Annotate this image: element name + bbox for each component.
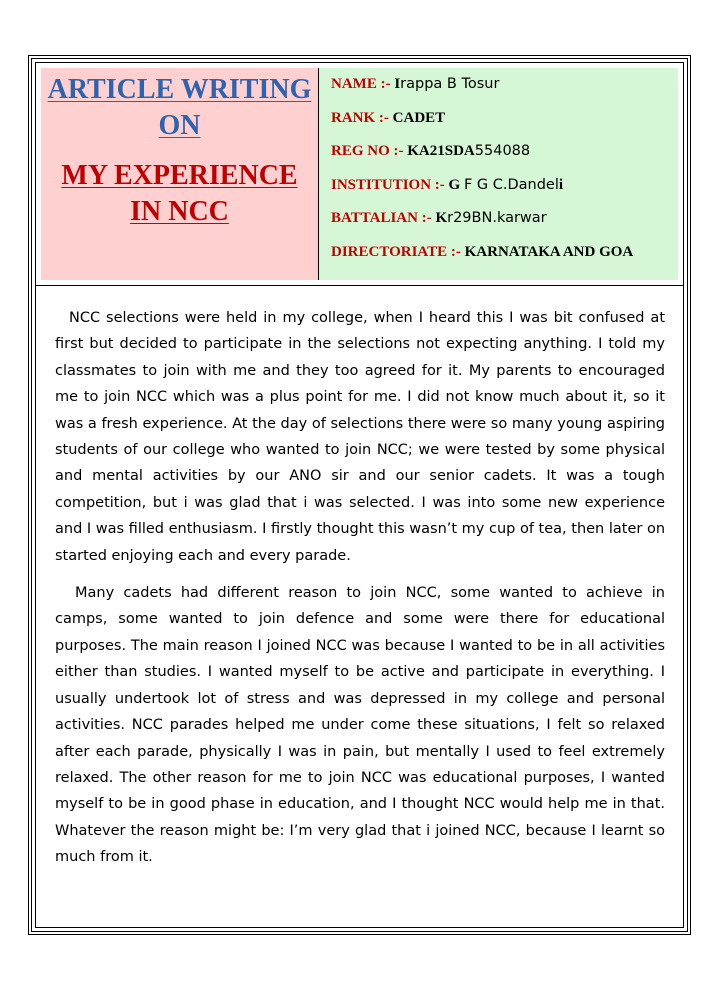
header-section (36, 63, 683, 286)
detail-name-initial: I (394, 76, 401, 92)
detail-battalion (331, 210, 678, 244)
detail-reg-no-prefix: KA21SDA (407, 143, 475, 160)
detail-institution-suffix: i (558, 176, 564, 193)
detail-name-value: rappa B Tosur (400, 76, 500, 92)
title-line-1: ARTICLE WRITING (47, 74, 312, 105)
cadet-details-box (319, 68, 678, 280)
detail-institution-value: F G C.Dandel (463, 176, 559, 193)
detail-reg-no-number: 554088 (474, 143, 531, 160)
detail-institution (331, 177, 678, 211)
title-box (41, 68, 319, 280)
detail-rank-label: RANK :- (331, 109, 389, 126)
title-line-2: ON (158, 110, 201, 141)
detail-directorate-label: DIRECTORIATE :- (331, 243, 461, 260)
detail-reg-no-label: REG NO :- (331, 143, 404, 160)
article-body (55, 305, 665, 882)
detail-directorate-value: KARNATAKA AND GOA (464, 243, 634, 260)
detail-reg-no (331, 143, 678, 177)
detail-institution-initial: G (448, 176, 461, 193)
detail-directorate (331, 244, 678, 278)
title-line-3: MY EXPERIENCE (61, 160, 298, 191)
paragraph-1: NCC selections were held in my college, when I heard this I was bit confused at first but decided to participate in the selections not expecting anything. I told my classmates to join with me and they too agreed for it. My parents to encouraged me to join NCC which was a plus point for me. I did not know much about it, so it was a fresh experience. At the day of selections there were so many young aspiring students of our college who wanted to join NCC; we were tested by some physical and mental activities by our ANO sir and our senior cadets. It was a tough competition, but i was glad that i was selected. I was into some new experience and I was filled enthusiasm. I firstly thought this wasn’t my cup of tea, then later on started enjoying each and every parade. (55, 310, 666, 564)
detail-rank-value: CADET (392, 109, 446, 126)
detail-battalion-initial: K (435, 210, 448, 227)
title-line-4: IN NCC (130, 196, 229, 227)
detail-name (331, 76, 678, 110)
detail-rank (331, 110, 678, 144)
paragraph-2: Many cadets had different reason to join NCC, some wanted to achieve in camps, some wanted to join defence and some were there for educational purposes. The main reason I joined NCC was because I wanted to be in all activities either than studies. I wanted myself to be active and participate in everything. I usually undertook lot of stress and was depressed in my college and personal activities. NCC parades helped me under come these situations, I felt so relaxed after each parade, physically I was in pain, but mentally I used to feel extremely relaxed. The other reason for me to join NCC was educational purposes, I wanted myself to be in good phase in education, and I thought NCC would help me in that. Whatever the reason might be: I’m very glad that i joined NCC, because I learnt so much from it. (55, 585, 665, 866)
detail-battalion-value: r29BN.karwar (447, 210, 547, 227)
detail-battalion-label: BATTALIAN :- (331, 210, 432, 227)
detail-institution-label: INSTITUTION :- (331, 176, 445, 193)
detail-name-label: NAME :- (331, 76, 391, 92)
